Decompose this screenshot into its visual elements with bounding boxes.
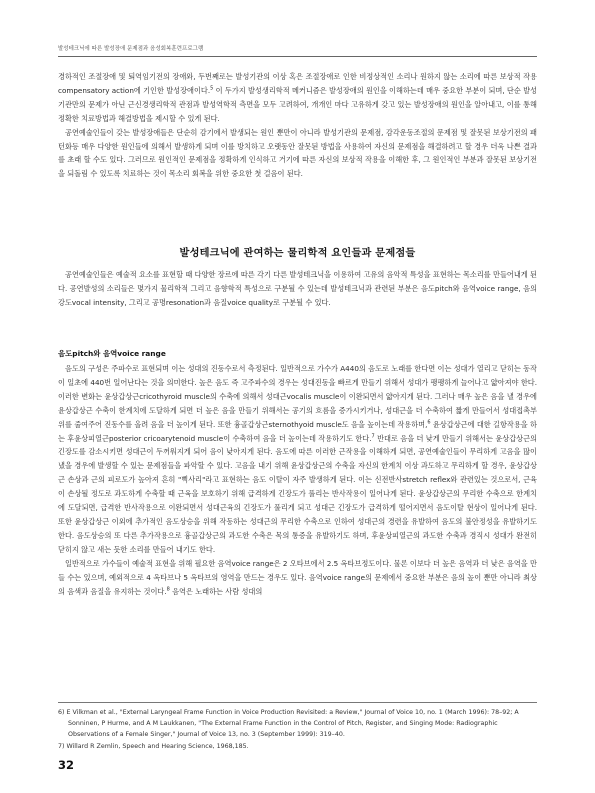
footnote-rule: [58, 702, 537, 703]
header-rule: [58, 56, 537, 57]
footnote-ref[interactable]: 6: [427, 419, 431, 426]
footnote-ref[interactable]: 8: [166, 586, 170, 593]
intro-paragraph-1: 경하적인 조절장애 및 퇴역임기전의 장애와, 두번째로는 발성기관의 이상 혹은 조절장애로 인한 비정상적인 소리나 원하지 않는 소리에 따른 보상적 작용compensatory action에 기인한 발성장애이다.$^5$ 이 두가지 발성생리학적 메커니즘은 발성장애의 원인을 이해하는데 매우 중요한 부분이 되며, 단순 발성기관만의 문제가 아닌 근신경생리학적 관점과 발성역학적 측면을 모두 고려하여, 개개인 마다 고유하게 갖고 있는 발성장애의 원인을 알아내고, 이를 통해 정확한 치료방법과 해결방법을 제시할 수 있게 된다.: [58, 72, 537, 123]
footnote-7: 7) Willard R Zemlin, Speech and Hearing Science, 1968,185.: [58, 742, 249, 750]
section-paragraph: 공연예술인들은 예술적 요소를 표현할 때 다양한 장르에 따른 각기 다른 발성테크닉을 이용하여 고유의 음악적 특성을 표현하는 목소리를 만들어내게 된다. 공연발성의 소리들은 몇가지 물리학적 그리고 음향학적 특성으로 구분될 수 있는데 발성테크닉과 관련된 부분은 음도pitch와 음역voice range, 음의 강도vocal intensity, 그리고 공명resonation과 음질voice quality로 구분될 수 있다.: [58, 270, 537, 307]
page-number: 32: [58, 758, 75, 772]
intro-text: [58, 70, 537, 181]
footnotes: [58, 707, 537, 752]
subsection-paragraph-2: 일반적으로 가수들이 예술적 표현을 위해 필요한 음역voice range은 2 오타브에서 2.5 옥타브정도이다. 물론 이보다 더 높은 음역과 더 낮은 음역을 만들 수는 있으며, 예외적으로 4 옥타브나 5 옥타브의 영역을 만드는 경우도 있다. 음역voice range의 문제에서 중요한 부분은 음의 높이 뿐만 아니라 최상의 음색과 음질을 유지하는 것이다.$^8$ 음역은 노래하는 사람 성대의: [58, 558, 537, 596]
section-text: [58, 268, 537, 310]
intro-paragraph-2: 공연예술인들이 갖는 발성장애들은 단순히 감기에서 발생되는 원인 뿐만이 아니라 발성기관의 문제점, 감각운동조절의 문제점 및 잘못된 보상기전의 패턴화등 매우 다양한 원인들에 의해서 발생하게 되며 이를 방치하고 오랫동안 잘못된 방법을 사용하여 자신의 문제점을 해결하려고 할 경우 더욱 나쁜 결과를 초래 할 수도 있다. 그러므로 원인적인 문제점을 정확하게 인식하고 거기에 따른 자신의 보상적 작용을 이해한 후, 그 원인적인 부분과 잘못된 보상기전을 되돌림 수 있도록 치료하는 것이 목소리 회복을 위한 중요한 첫 걸음이 된다.: [58, 127, 537, 179]
section-title: 발성테크닉에 관여하는 물리학적 요인들과 문제점들: [179, 248, 416, 259]
subsection-paragraph-1: 음도의 구성은 주파수로 표현되며 이는 성대의 진동수로서 측정된다. 일반적으로 가수가 A440의 음도로 노래를 한다면 이는 성대가 열리고 닫히는 동작이 일초에 440번 일어난다는 것을 의미한다. 높은 음도 즉 고주파수의 경우는 성대진동을 빠르게 만들기 위해서 성대가 팽팽하게 늘어나고 얇아져야 한다. 이러한 변화는 윤상갑상근cricothyroid muscle의 수축에 의해서 성대근vocalis muscle이 이완되면서 얇아지게 된다. 그러나 매우 높은 음을 낼 경우에 윤상갑상근 수축이 한계치에 도달하게 되면 더 높은 음을 만들기 위해서는 공기의 흐름을 증가시키거나, 성대근을 더 수축하여 짧게 만들어서 성대접촉부위를 줄여주어 진동수를 올려 음을 더 높이게 된다. 또한 흉골갑상근sternothyoid muscle도 음을 높이는데 작용하며,$^6$ 윤상갑상근에 대한 길항작용을 하는 후윤상피열근posterior cricoarytenoid muscle이 수축하여 음을 더 높이는데 작용하기도 한다.$^7$ 반대로 음을 더 낮게 만들기 위해서는 윤상갑상근의 긴장도를 감소시키면 성대근이 두꺼워지게 되어 음이 낮아지게 된다. 음도에 따른 이러한 근작용을 이해하게 되면, 공연예술인들이 무리하게 고음을 많이 냈을 경우에 발생할 수 있는 문제점들을 파악할 수 있다. 고음을 내기 위해 윤상갑상근의 수축을 자신의 한계치 이상 과도하고 무리하게 할 경우, 윤상갑상근 손상과 근의 피로도가 높아져 흔히 "삑사리"라고 표현하는 음도 이탈이 자주 발생하게 된다. 이는 신전반사stretch reflex와 관련있는 것으로서, 근육이 손상될 정도로 과도하게 수축할 때 근육을 보호하기 위해 급격하게 긴장도가 풀리는 반사작용이 일어나게 된다. 윤상갑상근의 무리한 수축으로 한계치에 도달되면, 급격한 반사작용으로 이완되면서 성대근육의 긴장도가 풀리게 되고 성대근 긴장도가 급격하게 떨어지면서 음도이탈 현상이 일어나게 된다. 또한 윤상갑상근 이외에 추가적인 음도상승을 위해 작동하는 성대근의 무리한 수축으로 인하여 성대근의 경련을 유발하여 음도의 불안정성을 유발하기도 한다. 음도상승의 또 다른 추가작용으로 흉골갑상근의 과도한 수축은 목의 통증을 유발하기도 하며, 후윤상피열근의 과도한 수축과 경직시 성대가 완전히 닫히지 않고 새는 듯한 소리를 만들어 내기도 한다.: [58, 364, 537, 554]
footnote-6: 6) E Vilkman et al., "External Laryngeal Frame Function in Voice Production Revisited: a Review," Journal of Voice 10, no. 1 (March 1996): 78–92; A Sonninen, P Hurme, and A M Laukkanen, "The External Frame Function in the Control of Pitch, Register, and Singing Mode: Radiographic Observations of a Female Singer," Journal of Voice 13, no. 3 (September 1999): 319–40.: [58, 709, 519, 739]
footnote-ref[interactable]: 7: [371, 433, 375, 440]
footnote-ref[interactable]: 5: [210, 85, 214, 92]
subsection-title: 음도pitch와 음역voice range: [58, 349, 166, 358]
running-header: 발성테크닉에 따른 발성장애 문제점과 음성회복훈련프로그램: [58, 46, 204, 52]
subsection-text: [58, 362, 537, 598]
